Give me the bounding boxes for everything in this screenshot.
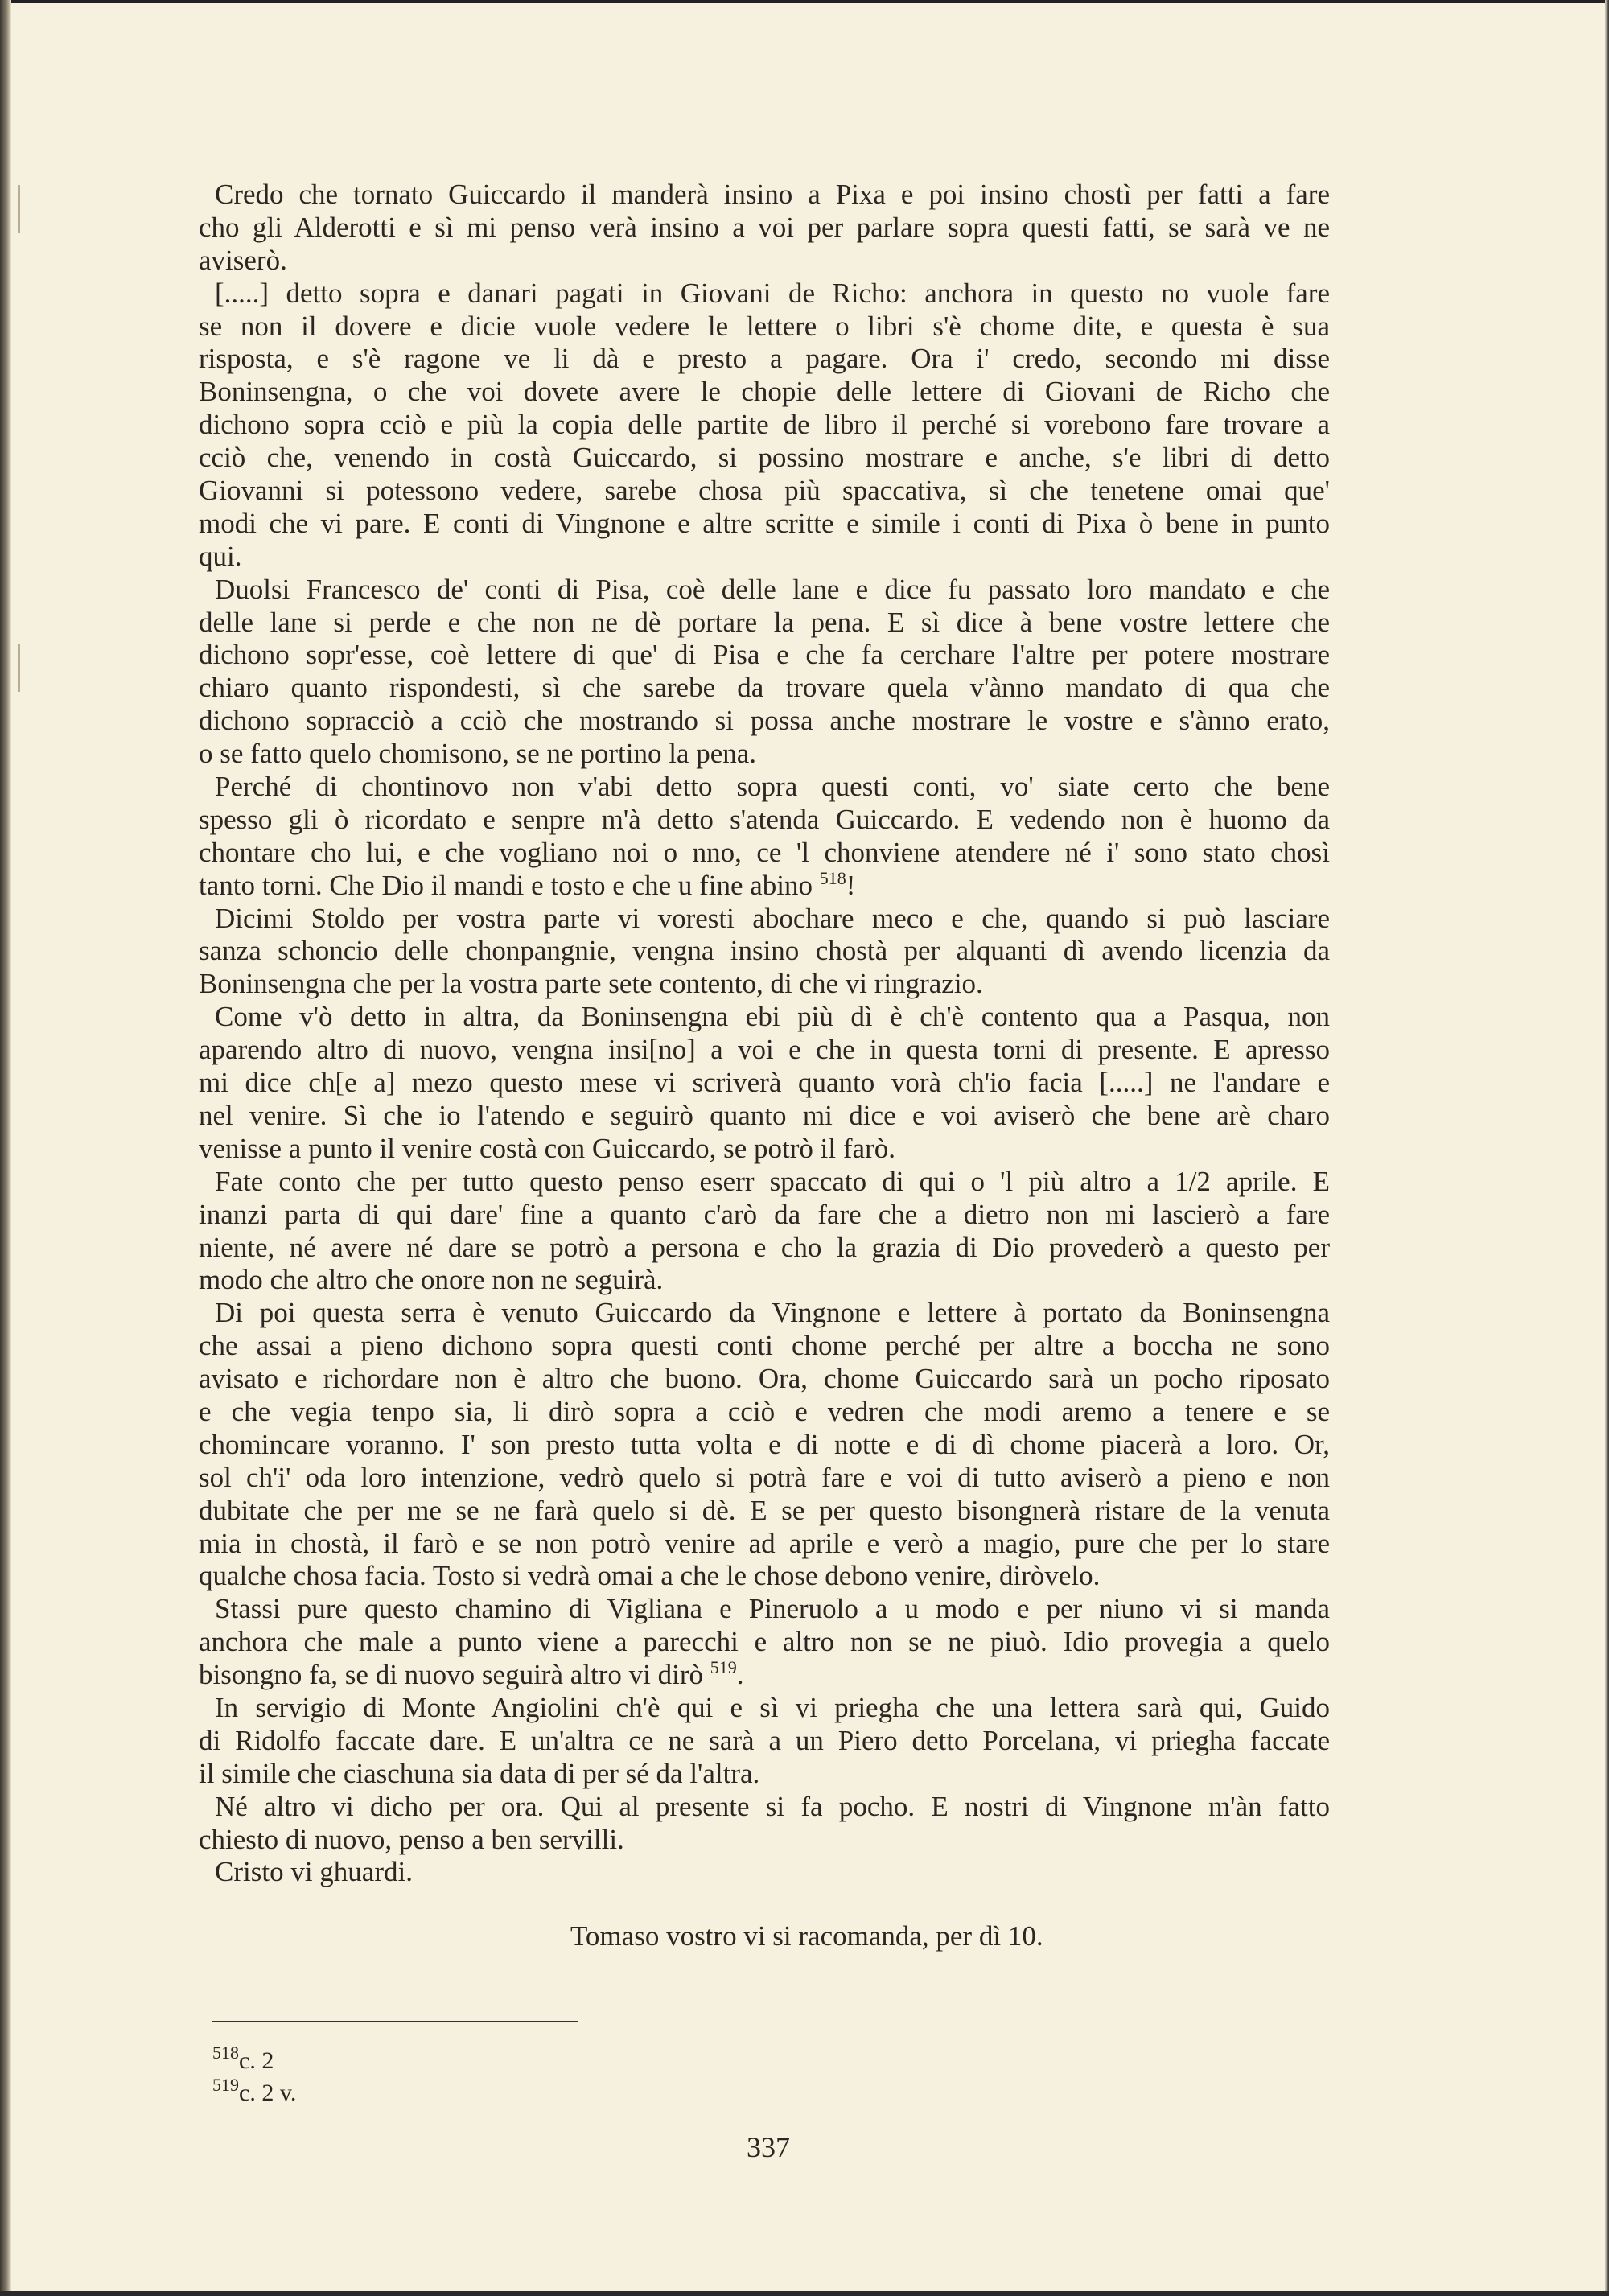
signature-line: Tomaso vostro vi si racomanda, per dì 10. [570, 1920, 1043, 1952]
text-line: delle lane si perde e che non ne dè portare la pena. E sì dice à bene vostre lettere che [199, 606, 1330, 638]
page-right-edge [1605, 0, 1609, 2296]
text-line: modo che altro che onore non ne seguirà. [199, 1264, 664, 1296]
page-number: 337 [747, 2131, 790, 2163]
line-text: ! [846, 869, 856, 901]
footnote-reference[interactable]: 518 [819, 867, 846, 888]
text-line: Fate conto che per tutto questo penso eserr spaccato di qui o 'l più altro a 1/2 aprile. E [215, 1165, 1330, 1197]
page-top-edge [0, 0, 1609, 3]
text-line: Perché di chontinovo non v'abi detto sopra questi conti, vo' siate certo che bene [215, 771, 1330, 803]
text-line: spesso gli ò ricordato e senpre m'à detto s'atenda Guiccardo. E vedendo non è huomo da [199, 803, 1330, 835]
text-line: sanza schoncio delle chonpangnie, vengna insino chostà per alquanti dì avendo licenzia da [199, 935, 1330, 967]
text-line: Credo che tornato Guiccardo il manderà insino a Pixa e poi insino chostì per fatti a fare [215, 179, 1330, 210]
text-line: Come v'ò detto in altra, da Boninsengna ebi più dì è ch'è contento qua a Pasqua, non [215, 1001, 1330, 1033]
text-line: Dicimi Stoldo per vostra parte vi voresti abochare meco e che, quando si può lasciare [215, 902, 1330, 934]
text-line: cciò che, venendo in costà Guiccardo, si possino mostrare e anche, s'e libri di detto [199, 442, 1330, 474]
text-line: Né altro vi dicho per ora. Qui al presente si fa pocho. E nostri di Vingnone m'àn fatto [215, 1790, 1330, 1822]
text-line: o se fatto quelo chomisono, se ne portino la pena. [199, 738, 757, 770]
text-line: sol ch'i' oda loro intenzione, vedrò quelo si potrà fare e voi di tutto aviserò a pieno e non [199, 1461, 1330, 1493]
text-line [199, 1659, 1330, 1692]
text-line: chomincare voranno. I' son presto tutta volta e di notte e di dì chome piacerà a loro. Or, [199, 1428, 1330, 1460]
text-line: risposta, e s'è ragone ve li dà e presto a pagare. Ora i' credo, secondo mi disse [199, 343, 1330, 375]
text-line: mia in chostà, il farò e se non potrò venire ad aprile e verò a magio, pure che per lo stare [199, 1527, 1330, 1559]
text-line: Di poi questa serra è venuto Guiccardo da Vingnone e lettere à portato da Boninsengna [215, 1297, 1330, 1329]
footnote [212, 2043, 274, 2075]
text-line: che assai a pieno dichono sopra questi conti chome perché per altre a boccha ne sono [199, 1330, 1330, 1362]
line-text: . [736, 1659, 744, 1691]
text-line: [.....] detto sopra e danari pagati in Giovani de Richo: anchora in questo no vuole fare [215, 277, 1330, 309]
line-text: bisongno fa, se di nuovo seguirà altro vi dirò [199, 1659, 710, 1691]
text-line: modi che vi pare. E conti di Vingnone e altre scritte e simile i conti di Pixa ò bene in punto [199, 507, 1330, 539]
line-text: tanto torni. Che Dio il mandi e tosto e che u fine abino [199, 869, 820, 901]
footnote-text: c. 2 v. [239, 2080, 297, 2106]
text-line: cho gli Alderotti e sì mi penso verà insino a voi per parlare sopra questi fatti, se sarà ve ne [199, 211, 1330, 243]
text-line: e che vegia tenpo sia, li dirò sopra a cciò e vedren che modi aremo a tenere e se [199, 1395, 1330, 1427]
text-line: di Ridolfo faccate dare. E un'altra ce ne sarà a un Piero detto Porcelana, vi priegha faccate [199, 1724, 1330, 1756]
text-line [199, 867, 1330, 903]
text-line: avisato e richordare non è altro che buono. Ora, chome Guiccardo sarà un pocho riposato [199, 1363, 1330, 1395]
text-line: dichono sopra cciò e più la copia delle partite de libro il perché si vorebono fare trovare a [199, 409, 1330, 441]
text-line: chontare cho lui, e che vogliano noi o nno, ce 'l chonviene atendere né i' sono stato chosì [199, 836, 1330, 868]
text-line: dubitate che per me se ne farà quelo si dè. E se per questo bisongnerà ristare de la venuta [199, 1494, 1330, 1526]
text-line: dichono sopr'esse, coè lettere di que' di Pisa e che fa cerchare l'altre per potere mostrare [199, 639, 1330, 671]
text-line: chiesto di nuovo, penso a ben servilli. [199, 1823, 624, 1855]
text-line: inanzi parta di qui dare' fine a quanto c'arò da fare che a dietro non mi lascierò a fare [199, 1198, 1330, 1230]
text-line: In servigio di Monte Angiolini ch'è qui e sì vi priegha che una lettera sarà qui, Guido [215, 1691, 1330, 1723]
text-line: aviserò. [199, 244, 287, 276]
footnote-text: c. 2 [239, 2047, 274, 2074]
footnote-number: 519 [212, 2075, 239, 2095]
gutter-mark [18, 185, 20, 233]
page-bottom-edge [0, 2291, 1609, 2296]
text-line: anchora che male a punto viene a parecchi e altro non se ne piuò. Idio provegia a quelo [199, 1626, 1330, 1658]
text-line: aparendo altro di nuovo, vengna insi[no] a voi e che in questa torni di presente. E apresso [199, 1034, 1330, 1066]
text-line: mi dice ch[e a] mezo questo mese vi scriverà quanto vorà ch'io facia [.....] ne l'andare e [199, 1067, 1330, 1099]
text-line: Boninsengna, o che voi dovete avere le chopie delle lettere di Giovani de Richo che [199, 376, 1330, 408]
footnote [212, 2075, 297, 2107]
text-line: chiaro quanto rispondesti, sì che sarebe da trovare quela v'ànno mandato di qua che [199, 672, 1330, 704]
text-line: Boninsengna che per la vostra parte sete contento, di che vi ringrazio. [199, 968, 983, 1000]
book-gutter [0, 0, 11, 2296]
text-line: Stassi pure questo chamino di Vigliana e Pineruolo a u modo e per niuno vi si manda [215, 1593, 1330, 1625]
text-line: Duolsi Francesco de' conti di Pisa, coè delle lane e dice fu passato loro mandato e che [215, 573, 1330, 605]
footnote-reference[interactable]: 519 [710, 1657, 737, 1678]
text-line: venisse a punto il venire costà con Guiccardo, se potrò il farò. [199, 1132, 895, 1164]
footnote-number: 518 [212, 2043, 239, 2063]
letter-body [199, 179, 1330, 1889]
text-line: il simile che ciaschuna sia data di per sé da l'altra. [199, 1757, 760, 1789]
gutter-mark [18, 644, 20, 692]
footnote-separator [212, 2021, 578, 2022]
text-line: se non il dovere e dicie vuole vedere le lettere o libri s'è chome dite, e questa è sua [199, 310, 1330, 342]
text-line: qui. [199, 540, 242, 572]
text-line: Giovanni si potessono vedere, sarebe chosa più spaccativa, sì che tenetene omai que' [199, 475, 1330, 507]
text-line: Cristo vi ghuardi. [215, 1856, 413, 1888]
text-line: qualche chosa facia. Tosto si vedrà omai a che le chose debono venire, diròvelo. [199, 1560, 1101, 1592]
text-line: dichono sopracciò a cciò che mostrando si possa anche mostrare le vostre e s'ànno erato, [199, 705, 1330, 737]
text-line: nel venire. Sì che io l'atendo e seguirò quanto mi dice e voi aviserò che bene arè charo [199, 1099, 1330, 1131]
text-line: niente, né avere né dare se potrò a persona e cho la grazia di Dio provederò a questo per [199, 1231, 1330, 1263]
